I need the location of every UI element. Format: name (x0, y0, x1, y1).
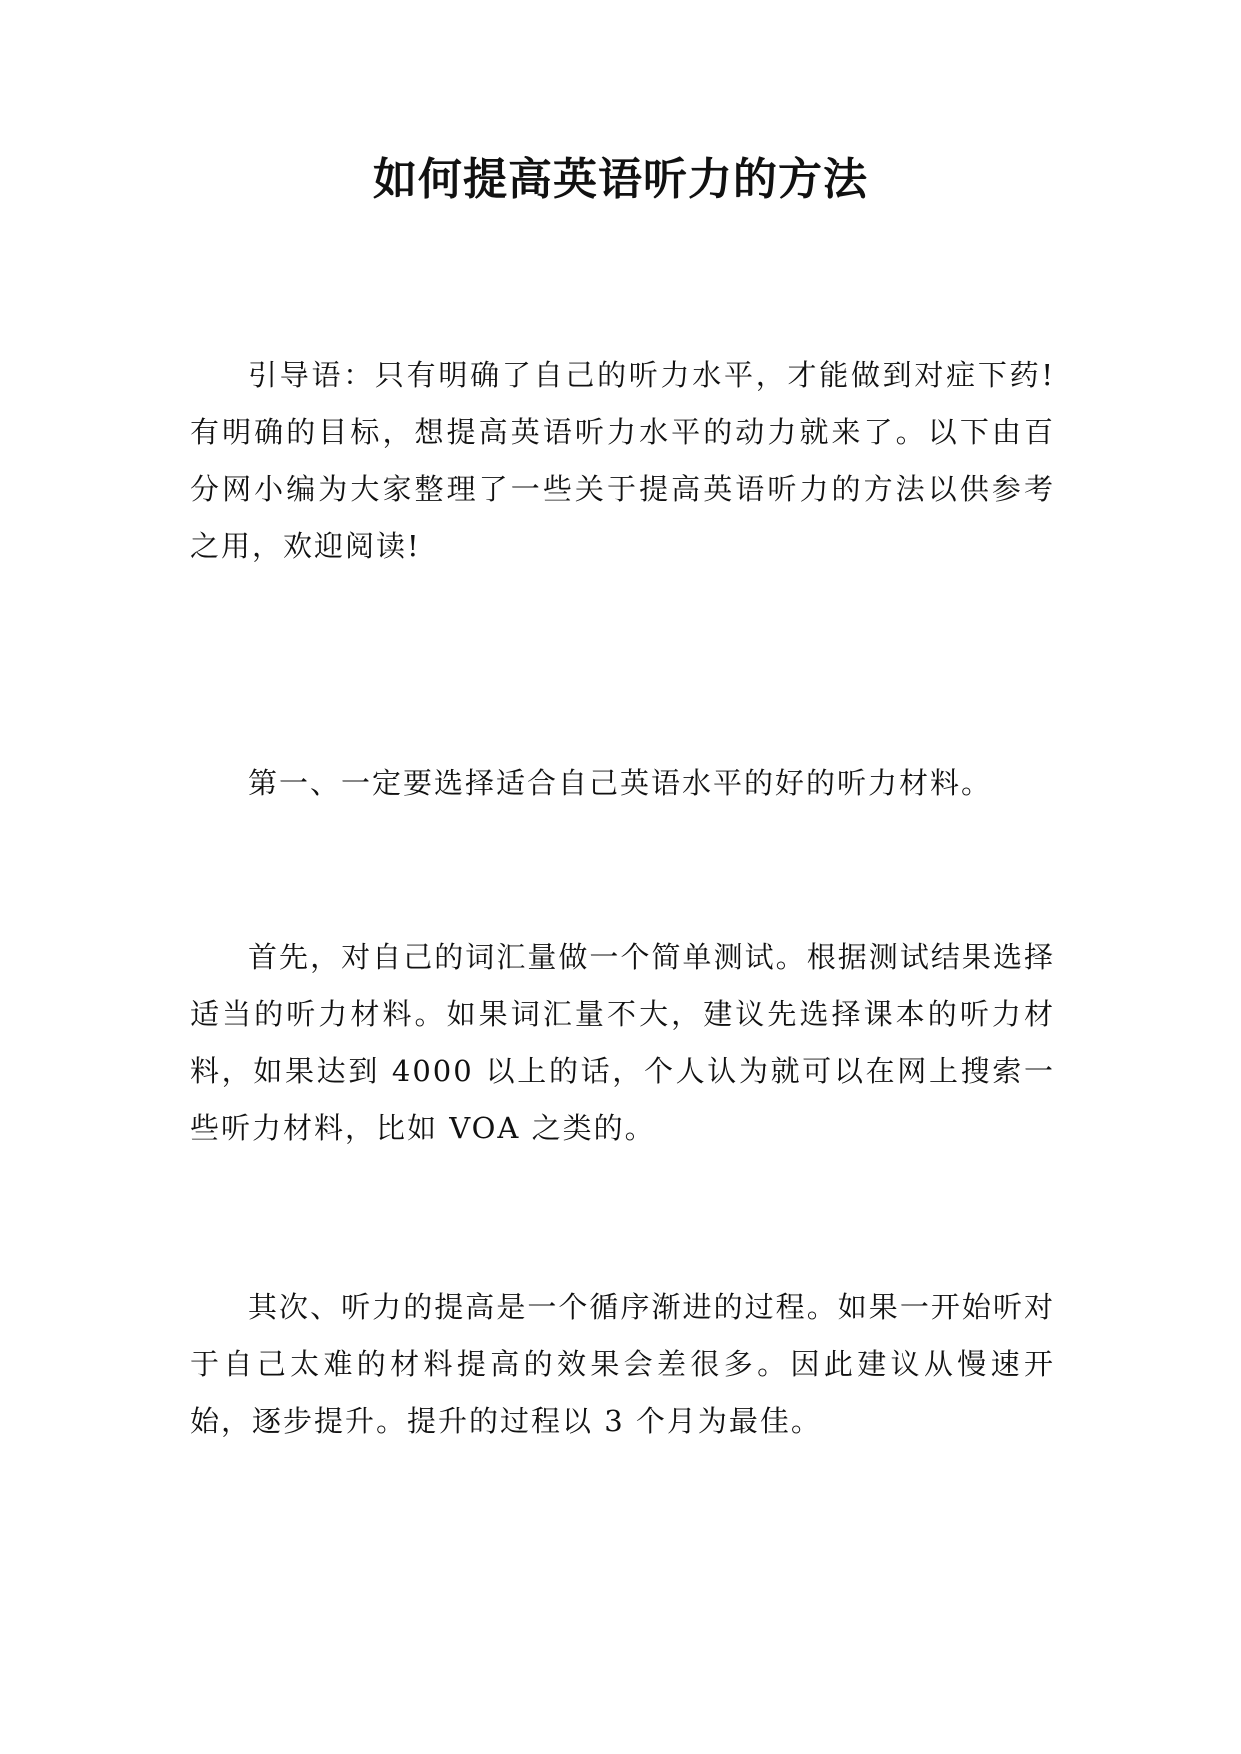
point-one-heading: 第一、一定要选择适合自己英语水平的好的听力材料。 (248, 766, 993, 800)
vocabulary-test-paragraph: 首先，对自己的词汇量做一个简单测试。根据测试结果选择适当的听力材料。如果词汇量不大，建议先选择课本的听力材料，如果达到 4000 以上的话，个人认为就可以在网上搜索一些听力材料，比如 VOA 之类的。 (190, 940, 1055, 1145)
gradual-progress-paragraph: 其次、听力的提高是一个循序渐进的过程。如果一开始听对于自己太难的材料提高的效果会差很多。因此建议从慢速开始，逐步提升。提升的过程以 3 个月为最佳。 (190, 1290, 1055, 1438)
intro-paragraph: 引导语：只有明确了自己的听力水平，才能做到对症下药!有明确的目标，想提高英语听力水平的动力就来了。以下由百分网小编为大家整理了一些关于提高英语听力的方法以供参考之用，欢迎阅读! (190, 358, 1055, 563)
document-title: 如何提高英语听力的方法 (373, 154, 868, 205)
